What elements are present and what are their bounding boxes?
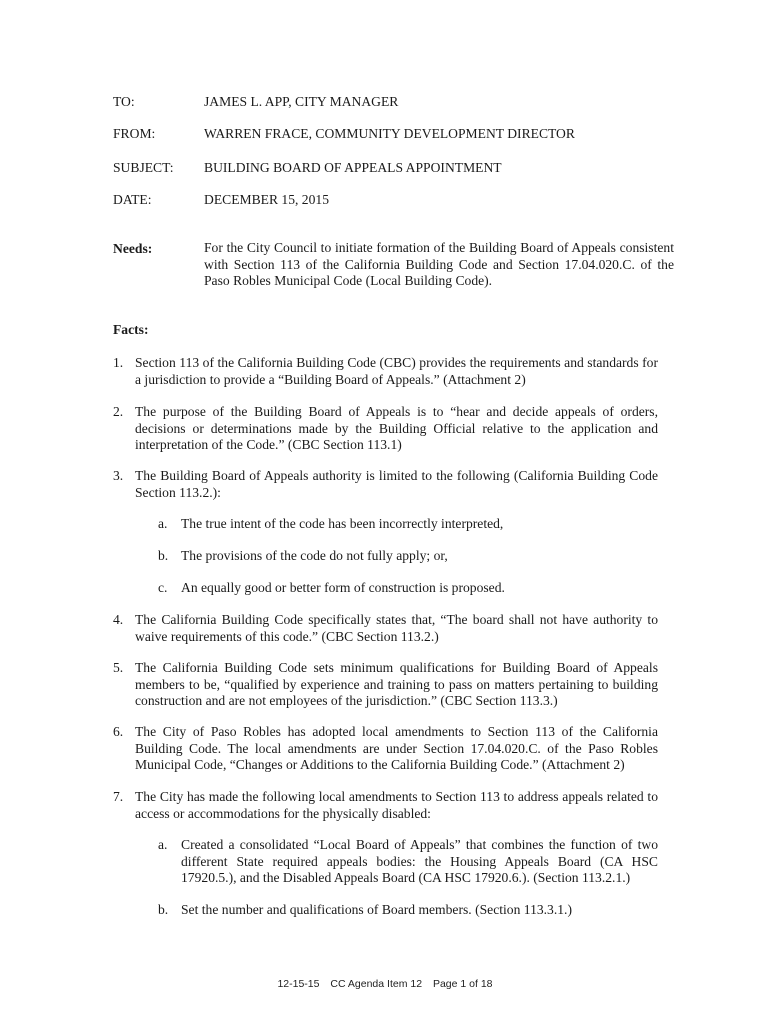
memo-subject-value: BUILDING BOARD OF APPEALS APPOINTMENT bbox=[204, 160, 502, 175]
fact-sub-text: An equally good or better form of construction is proposed. bbox=[181, 580, 505, 595]
memo-subject-label: SUBJECT: bbox=[113, 160, 174, 175]
fact-sub-text: Set the number and qualifications of Board members. (Section 113.3.1.) bbox=[181, 902, 572, 917]
fact-sub-letter: c. bbox=[158, 580, 168, 595]
fact-text: The City has made the following local amendments to Section 113 to address appeals related to access or accommodations for the physically disabled: bbox=[135, 789, 658, 821]
fact-number: 5. bbox=[113, 660, 124, 675]
fact-number: 6. bbox=[113, 724, 124, 739]
fact-sub-text: Created a consolidated “Local Board of Appeals” that combines the function of two different State required appeals bodies: the Housing Appeals Board (CA HSC 17920.5.), and the Disabled Appeals Board (CA HSC 17920.6.). (Section 113.2.1.) bbox=[181, 837, 658, 885]
fact-sub-letter: b. bbox=[158, 902, 169, 917]
fact-number: 3. bbox=[113, 468, 124, 483]
fact-sub-letter: a. bbox=[158, 837, 168, 852]
memo-to-label: TO: bbox=[113, 94, 135, 109]
fact-sub-text: The true intent of the code has been incorrectly interpreted, bbox=[181, 516, 504, 531]
memo-needs-label: Needs: bbox=[113, 241, 153, 256]
page-footer bbox=[0, 978, 770, 990]
fact-number: 2. bbox=[113, 404, 124, 419]
memo-date-value: DECEMBER 15, 2015 bbox=[204, 192, 329, 207]
fact-sub-text: The provisions of the code do not fully apply; or, bbox=[181, 548, 448, 563]
fact-text: Section 113 of the California Building Code (CBC) provides the requirements and standards for a jurisdiction to provide a “Building Board of Appeals.” (Attachment 2) bbox=[135, 355, 658, 387]
fact-sub-letter: b. bbox=[158, 548, 169, 563]
memo-date-label: DATE: bbox=[113, 192, 152, 207]
fact-text: The purpose of the Building Board of Appeals is to “hear and decide appeals of orders, decisions or determinations made by the Building Official relative to the application and interpretation of the Code.” (CBC Section 113.1) bbox=[135, 404, 658, 452]
memo-to-value: JAMES L. APP, CITY MANAGER bbox=[204, 94, 399, 109]
fact-text: The Building Board of Appeals authority is limited to the following (California Building Code Section 113.2.): bbox=[135, 468, 658, 500]
facts-heading: Facts: bbox=[113, 322, 149, 337]
footer-agenda-item: CC Agenda Item 12 bbox=[330, 978, 423, 990]
footer-date: 12-15-15 bbox=[277, 978, 320, 990]
memo-from-value: WARREN FRACE, COMMUNITY DEVELOPMENT DIRECTOR bbox=[204, 126, 575, 141]
memo-needs-value: For the City Council to initiate formation of the Building Board of Appeals consistent with Section 113 of the California Building Code and Section 17.04.020.C. of the Paso Robles Municipal Code (Local Building Code). bbox=[204, 240, 674, 288]
memo-from-label: FROM: bbox=[113, 126, 156, 141]
fact-text: The California Building Code sets minimum qualifications for Building Board of Appeals members to be, “qualified by experience and training to pass on matters pertaining to building construction and are not employees of the jurisdiction.” (CBC Section 113.3.) bbox=[135, 660, 658, 708]
footer-page-number: Page 1 of 18 bbox=[432, 978, 493, 990]
fact-number: 4. bbox=[113, 612, 124, 627]
fact-number: 1. bbox=[113, 355, 124, 370]
fact-text: The California Building Code specifically states that, “The board shall not have authority to waive requirements of this code.” (CBC Section 113.2.) bbox=[135, 612, 658, 644]
fact-sub-letter: a. bbox=[158, 516, 168, 531]
fact-text: The City of Paso Robles has adopted local amendments to Section 113 of the California Building Code. The local amendments are under Section 17.04.020.C. of the Paso Robles Municipal Code, “Changes or Additions to the California Building Code.” (Attachment 2) bbox=[135, 724, 658, 772]
fact-number: 7. bbox=[113, 789, 124, 804]
